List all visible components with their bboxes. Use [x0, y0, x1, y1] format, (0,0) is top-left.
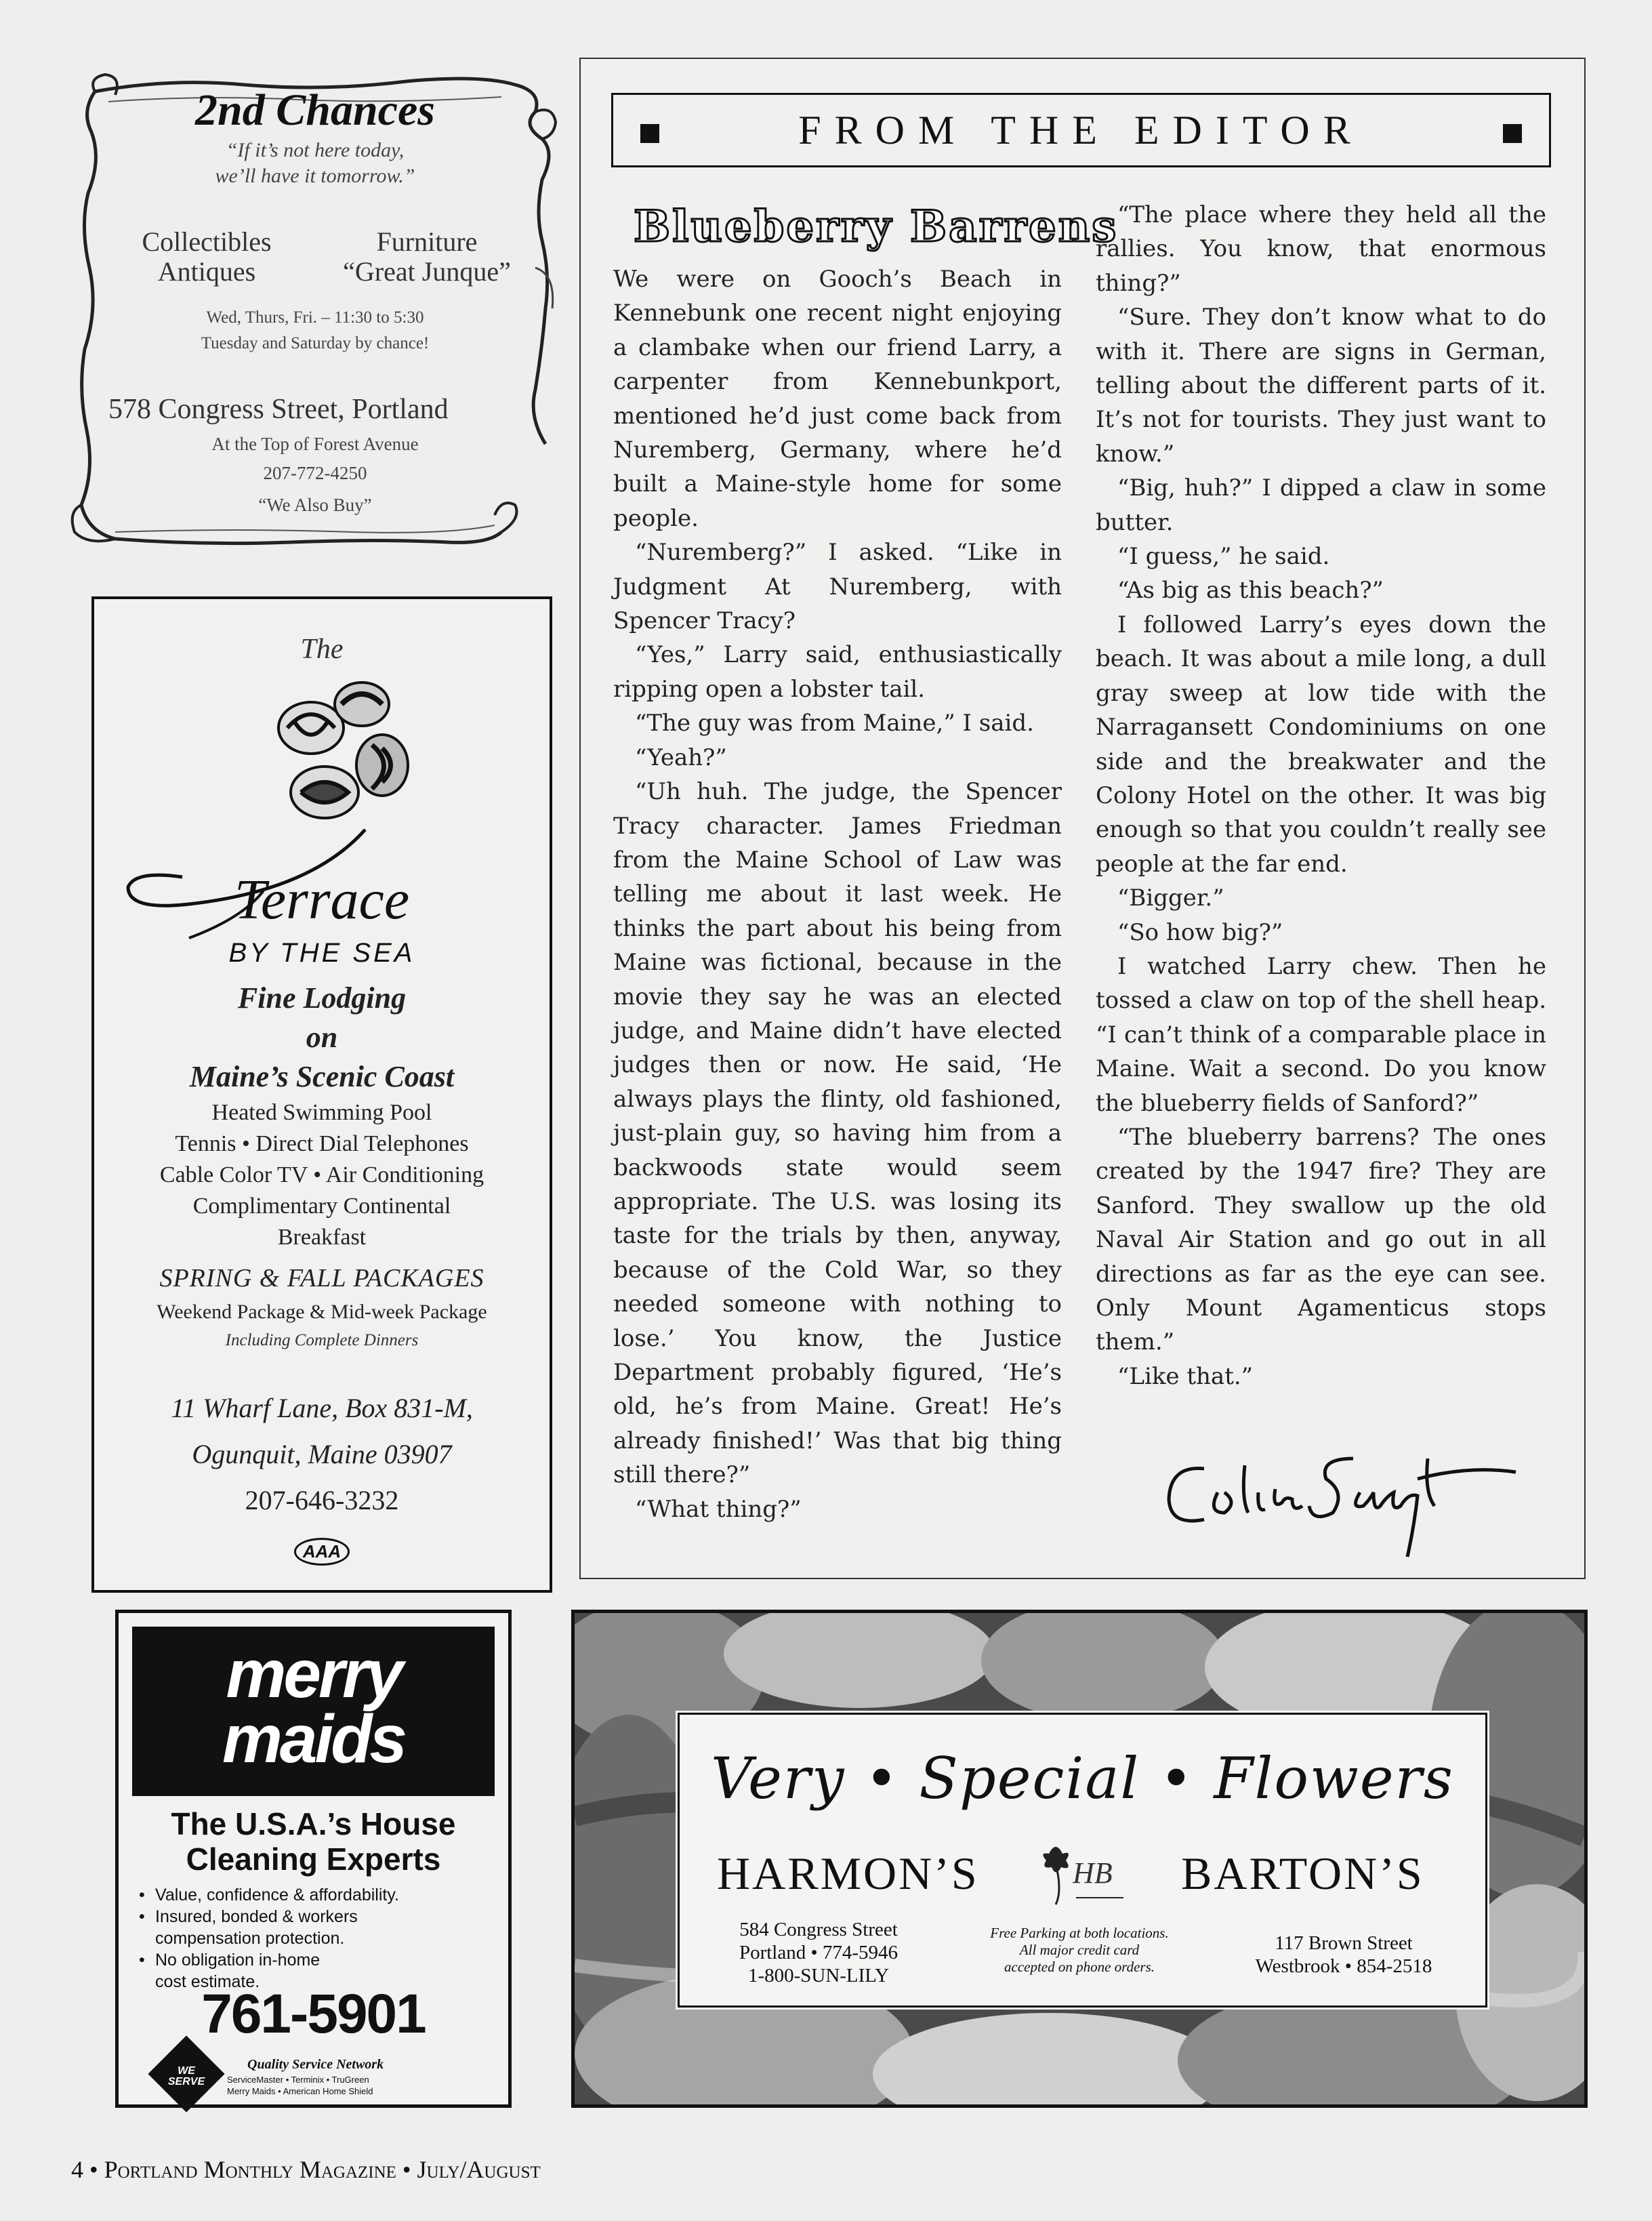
bullet-text: cost estimate. [155, 1972, 260, 1991]
terrace-address [94, 1385, 550, 1524]
paragraph: “Nuremberg?” I asked. “Like in Judgment At Nuremberg, with Spencer Tracy? [613, 539, 1062, 635]
terrace-ad [91, 596, 552, 1593]
terrace-amenities [94, 1097, 550, 1253]
amenity-item: Breakfast [277, 1225, 367, 1250]
maids-headline-1: The U.S.A.’s House [171, 1806, 456, 1841]
maids-brands [227, 2074, 498, 2097]
terrace-phone: 207-646-3232 [245, 1485, 399, 1515]
editor-heading-text: FROM THE EDITOR [798, 107, 1364, 152]
aaa-icon: AAA [294, 1538, 350, 1566]
terrace-packages-sub: Weekend Package & Mid-week Package [157, 1301, 487, 1323]
flowers-note-2: All major credit card [1019, 1942, 1140, 1958]
aaa-badge [94, 1538, 550, 1566]
chances-phone: 207-772-4250 [263, 463, 367, 483]
flowers-note-3: accepted on phone orders. [1004, 1959, 1155, 1975]
bartons-phone: Westbrook • 854-2518 [1255, 1955, 1432, 1977]
flowers-panel [678, 1713, 1487, 2008]
paragraph: “Uh huh. The judge, the Spencer Tracy character. James Friedman from the Maine School of Law was telling me about it last week. He thinks the part about his being from Maine was fictional, because in the movie they say he was an elected judge, and Maine didn’t have elected judges then or now. He said, ‘He always plays the flinty, old fashioned, just-plain guy, so having him from a backwoods state would seem appropriate. The U.S. was losing its taste for the trials by then, anyway, because of the Cold War, so they needed someone with nothing to lose.’ You know, the Justice Department probably figured, ‘He’s old, he’s from Maine. Great! He’s already finished!’ Was that big thing still there?” [613, 778, 1062, 1489]
amenity-item: Complimentary Continental [192, 1194, 451, 1219]
terrace-by-the-sea: BY THE SEA [228, 938, 415, 968]
terrace-tagline-3: Maine’s Scenic Coast [189, 1060, 455, 1093]
flowers-title: Very • Special • Flowers [711, 1745, 1454, 1812]
seashells-icon [264, 674, 419, 830]
harmons-phone: Portland • 774-5946 [739, 1942, 899, 1963]
paragraph: “So how big?” [1117, 918, 1283, 946]
list-item [139, 1906, 498, 1949]
terrace-tagline-1: Fine Lodging [237, 981, 407, 1015]
paragraph: “The guy was from Maine,” I said. [635, 710, 1034, 737]
chances-junque: “Great Junque” [343, 256, 511, 287]
list-item [139, 1884, 498, 1906]
chances-right-col [291, 227, 562, 287]
terrace-address-2: Ogunquit, Maine 03907 [192, 1439, 452, 1469]
terrace-packages-title: SPRING & FALL PACKAGES [159, 1264, 484, 1292]
article-title: Blueberry Barrens [634, 201, 1119, 252]
maids-headline [119, 1806, 508, 1877]
second-chances-ad [68, 64, 562, 579]
maids-bullets [139, 1884, 498, 1993]
paragraph: “Big, huh?” I dipped a claw in some butter. [1096, 474, 1546, 536]
terrace-packages-note: Including Complete Dinners [225, 1331, 419, 1349]
brand-maids: maids [222, 1701, 405, 1777]
terrace-tagline [94, 979, 550, 1097]
maids-phone: 761-5901 [201, 1983, 426, 2045]
harmons-address: 584 Congress Street [739, 1919, 898, 1940]
hb-logo-text: HB [1073, 1856, 1113, 1890]
editor-column [579, 58, 1586, 1579]
chances-collectibles: Collectibles [142, 226, 272, 257]
amenity-item: Heated Swimming Pool [211, 1100, 432, 1125]
maids-network: Quality Service Network [247, 2057, 384, 2072]
editor-signature [1157, 1438, 1536, 1574]
paragraph: “The place where they held all the rallies. You know, that enormous thing?” [1096, 201, 1546, 297]
chances-hours-1: Wed, Thurs, Fri. – 11:30 to 5:30 [206, 308, 424, 327]
square-bullet-icon [640, 124, 659, 143]
terrace-the: The [300, 634, 344, 665]
article-column-right [1096, 198, 1546, 1393]
merry-maids-ad [115, 1610, 512, 2108]
chances-tagline-2: we’ll have it tomorrow.” [215, 165, 415, 187]
terrace-name: Terrace [234, 868, 410, 931]
maids-brands-1: ServiceMaster • Terminix • TruGreen [227, 2075, 369, 2085]
bartons-name: BARTON’S [1181, 1848, 1424, 1899]
paragraph: We were on Gooch’s Beach in Kennebunk one recent night enjoying a clambake when our friend Larry, a carpenter from Kennebunkport, mentioned he’d just come back from Nuremberg, Germany, where he’d built a Maine-style home for some people. [613, 266, 1062, 532]
terrace-tagline-2: on [306, 1021, 338, 1054]
paragraph: “Sure. They don’t know what to do with it. There are signs in German, telling about the different parts of it. It’s not for tourists. They just want to know.” [1096, 304, 1546, 468]
paragraph: “Yes,” Larry said, enthusiastically ripping open a lobster tail. [613, 641, 1062, 703]
paragraph: “Like that.” [1117, 1362, 1254, 1390]
bullet-text: Value, confidence & affordability. [155, 1886, 399, 1904]
bullet-text: compensation protection. [155, 1929, 345, 1948]
paragraph: “Bigger.” [1117, 884, 1224, 912]
paragraph: I watched Larry chew. Then he tossed a claw on top of the shell heap. “I can’t think of a comparable place in Maine. Wait a second. Do you know the blueberry fields of Sanford?” [1096, 952, 1546, 1117]
paragraph: “As big as this beach?” [1117, 577, 1384, 605]
bullet-text: Insured, bonded & workers [155, 1907, 358, 1926]
we-serve-text: WE SERVE [167, 2065, 205, 2087]
hb-logo-icon [1035, 1837, 1127, 1911]
amenity-item: Cable Color TV • Air Conditioning [159, 1162, 484, 1187]
merry-maids-logo [132, 1627, 495, 1796]
flowers-note-1: Free Parking at both locations. [990, 1925, 1169, 1941]
editor-heading [611, 93, 1551, 167]
chances-antiques: Antiques [157, 256, 256, 287]
chances-left-col [105, 227, 308, 287]
maids-headline-2: Cleaning Experts [186, 1841, 441, 1877]
maids-brands-2: Merry Maids • American Home Shield [227, 2086, 373, 2096]
bartons-address: 117 Brown Street [1275, 1932, 1413, 1954]
chances-address: 578 Congress Street, Portland [108, 394, 449, 425]
bartons-contact [1228, 1932, 1459, 1978]
terrace-address-1: 11 Wharf Lane, Box 831-M, [171, 1393, 473, 1423]
chances-slogan: “We Also Buy” [258, 495, 372, 515]
square-bullet-icon [1503, 124, 1522, 143]
brand-merry: merry [226, 1636, 401, 1712]
amenity-item: Tennis • Direct Dial Telephones [175, 1131, 469, 1156]
paragraph: “Yeah?” [635, 743, 727, 771]
paragraph: “What thing?” [635, 1495, 802, 1523]
chances-location: At the Top of Forest Avenue [211, 434, 419, 454]
bullet-text: No obligation in-home [155, 1951, 321, 1970]
chances-title: 2nd Chances [195, 85, 435, 135]
paragraph: “I guess,” he said. [1117, 543, 1330, 571]
paragraph: “The blueberry barrens? The ones created by the 1947 fire? They are Sanford. They swallow up the old Naval Air Station and go out in all directions as far as the eye can see. Only Mount Agamenticus stops them.” [1096, 1123, 1546, 1356]
chances-furniture: Furniture [376, 226, 478, 257]
harmons-tollfree: 1-800-SUN-LILY [747, 1965, 890, 1986]
page-footer: 4 • Portland Monthly Magazine • July/August [71, 2156, 541, 2183]
paragraph: I followed Larry’s eyes down the beach. It was about a mile long, a dull gray sweep at low tide with the Narragansett Condominiums on one side and the breakwater and the Colony Hotel on the other. It was big enough so that you couldn’t really see people at the far end. [1096, 611, 1546, 878]
flowers-note [951, 1925, 1208, 1976]
chances-hours-2: Tuesday and Saturday by chance! [201, 334, 430, 352]
flowers-ad [571, 1610, 1588, 2108]
chances-tagline-1: “If it’s not here today, [226, 139, 405, 161]
article-column-left [613, 262, 1062, 1526]
harmons-name: HARMON’S [717, 1848, 979, 1899]
harmons-contact [717, 1918, 920, 1987]
